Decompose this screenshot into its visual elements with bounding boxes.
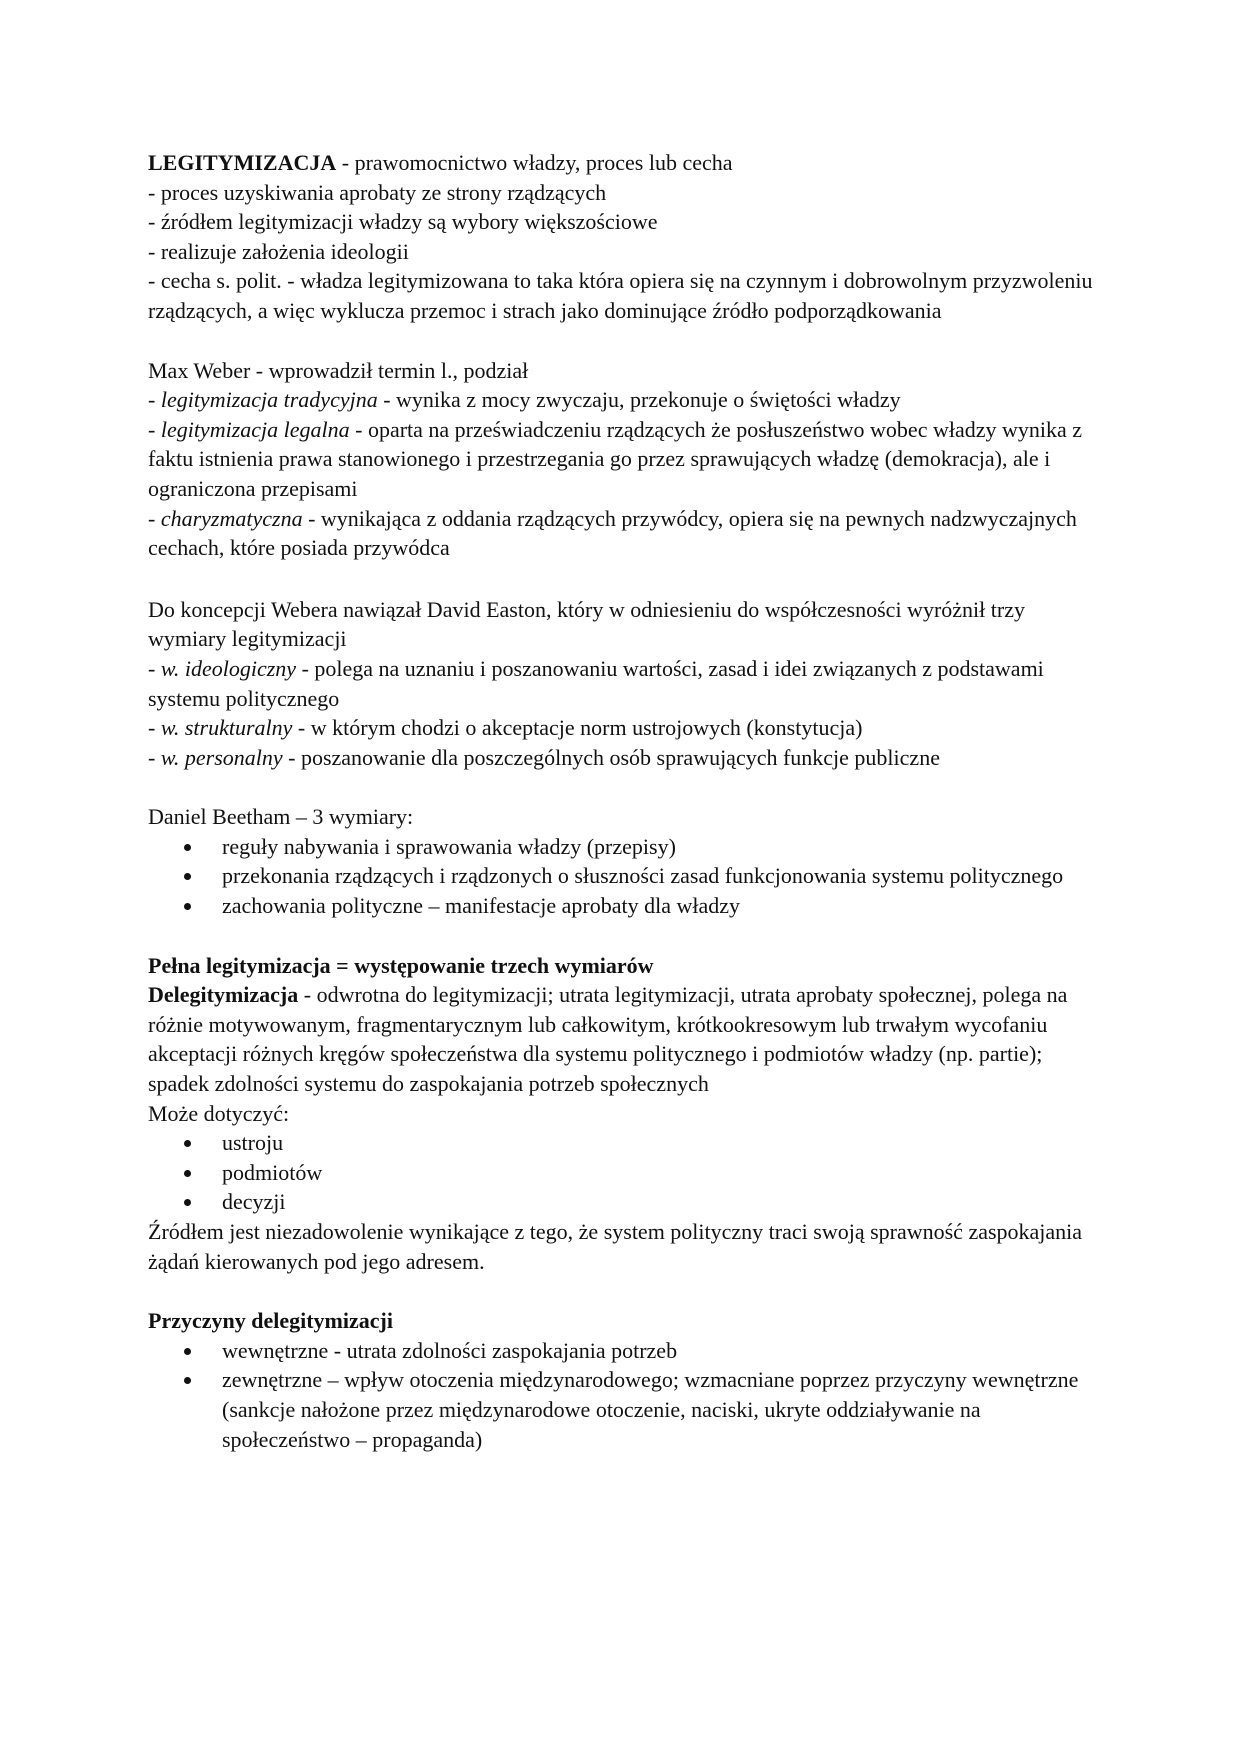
easton-desc: - w którym chodzi o akceptacje norm ustrojowych (konstytucja) (292, 715, 863, 741)
list-item: zachowania polityczne – manifestacje aprobaty dla władzy (222, 891, 1098, 921)
easton-term: - w. ideologiczny (148, 655, 297, 681)
beetham-list (148, 832, 1098, 921)
weber-type-desc: - wynikająca z oddania rządzących przywódcy, opiera się na pewnych nadzwyczajnych cechach, które posiada przywódca (148, 505, 1077, 561)
legitymizacja-definition: - prawomocnictwo władzy, proces lub cecha (336, 150, 733, 175)
list-item: decyzji (222, 1187, 1098, 1217)
may-concern-label: Może dotyczyć: (148, 1100, 290, 1126)
easton-desc: - polega na uznaniu i poszanowaniu wartości, zasad i idei związanych z podstawami systemu politycznego (148, 655, 1044, 711)
list-item: podmiotów (222, 1158, 1098, 1188)
easton-dimension-personal (148, 743, 1098, 773)
weber-type-term: - legitymizacja legalna (148, 416, 350, 442)
spacer (148, 563, 1098, 595)
easton-dimension-ideological (148, 654, 1098, 713)
easton-term: - w. personalny (148, 744, 283, 770)
spacer (148, 326, 1098, 356)
weber-type-charismatic (148, 504, 1098, 563)
intro-point-3: - realizuje założenia ideologii (148, 238, 409, 264)
list-item: ustroju (222, 1128, 1098, 1158)
causes-heading: Przyczyny delegitymizacji (148, 1308, 393, 1334)
delegitimization-desc: - odwrotna do legitymizacji; utrata legitymizacji, utrata aprobaty społecznej, polega na różnie motywowanym, fragmentarycznym lub całkowitym, krótkookresowym lub trwałym wycofaniu akceptacji różnych kręgów społeczeństwa dla systemu politycznego i podmiotów władzy (np. partie); spadek zdolności systemu do zaspokajania potrzeb społecznych (148, 982, 1068, 1097)
list-item: przekonania rządzących i rządzonych o słuszności zasad funkcjonowania systemu politycznego (222, 861, 1098, 891)
easton-desc: - poszanowanie dla poszczególnych osób sprawujących funkcje publiczne (282, 744, 940, 770)
weber-type-desc: - wynika z mocy zwyczaju, przekonuje o świętości władzy (377, 387, 901, 413)
weber-type-legal (148, 415, 1098, 504)
list-item: wewnętrzne - utrata zdolności zaspokajania potrzeb (222, 1336, 1098, 1366)
weber-type-desc: - oparta na przeświadczeniu rządzących że posłuszeństwo wobec władzy wynika z faktu istnienia prawa stanowionego i przestrzegania go przez sprawujących władzę (demokracja), ale i ograniczona przepisami (148, 416, 1083, 501)
intro-heading-line (148, 148, 1098, 178)
causes-list (148, 1336, 1098, 1454)
beetham-title: Daniel Beetham – 3 wymiary: (148, 804, 414, 830)
weber-title: Max Weber - wprowadził termin l., podział (148, 357, 529, 383)
weber-type-term: - legitymizacja tradycyjna (148, 387, 378, 413)
list-item: reguły nabywania i sprawowania władzy (przepisy) (222, 832, 1098, 862)
delegitimization-source: Źródłem jest niezadowolenie wynikające z tego, że system polityczny traci swoją sprawność zaspokajania żądań kierowanych pod jego adresem. (148, 1219, 1083, 1274)
intro-point-1: - proces uzyskiwania aprobaty ze strony rządzących (148, 179, 607, 205)
list-item: zewnętrzne – wpływ otoczenia międzynarodowego; wzmacniane poprzez przyczyny wewnętrzne (sankcje nałożone przez międzynarodowe otoczenie, naciski, ukryte oddziaływanie na społeczeństwo – propaganda) (222, 1365, 1098, 1454)
weber-type-traditional (148, 385, 1098, 415)
spacer (148, 921, 1098, 951)
spacer (148, 1276, 1098, 1306)
delegitimization-definition (148, 980, 1098, 1098)
easton-dimension-structural (148, 713, 1098, 743)
full-legitimization-heading: Pełna legitymizacja = występowanie trzech wymiarów (148, 952, 654, 978)
spacer (148, 772, 1098, 802)
document-page (148, 148, 1098, 1454)
weber-type-term: charyzmatyczna (160, 505, 303, 531)
delegitimization-scope-list (148, 1128, 1098, 1217)
dash-prefix: - (148, 505, 161, 531)
easton-intro: Do koncepcji Webera nawiązał David Easton, który w odniesieniu do współczesności wyróżnił trzy wymiary legitymizacji (148, 596, 1025, 652)
intro-point-4: - cecha s. polit. - władza legitymizowana to taka która opiera się na czynnym i dobrowolnym przyzwoleniu rządzących, a więc wyklucza przemoc i strach jako dominujące źródło podporządkowania (148, 268, 1093, 323)
intro-point-2: - źródłem legitymizacji władzy są wybory większościowe (148, 209, 658, 235)
delegitimization-term: Delegitymizacja (148, 982, 299, 1008)
legitymizacja-heading: LEGITYMIZACJA (148, 150, 337, 175)
easton-term: - w. strukturalny (148, 715, 293, 741)
